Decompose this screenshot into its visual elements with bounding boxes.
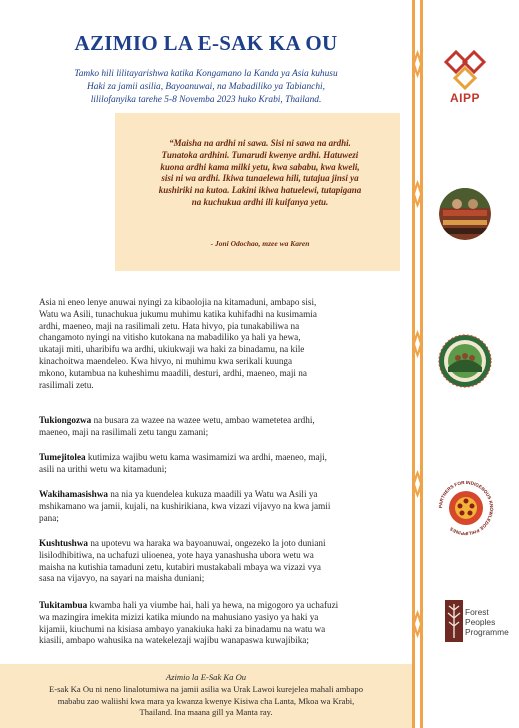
intro-line: ardhi, maeneo, maji na rasilimali zetu. Hata hivyo, pia tunakabiliwa na bbox=[39, 320, 300, 331]
intro-line: mkono, kutambua na kuheshimu maadili, desturi, ardhi, maeneo, maji na bbox=[39, 367, 307, 378]
paragraph-lead: Tumejitolea bbox=[39, 452, 86, 462]
community-circle-logo-icon bbox=[438, 334, 492, 388]
paragraph-line bbox=[39, 415, 391, 427]
fpp-tree-logo-icon bbox=[445, 600, 463, 642]
fpp-logo-line: Programme bbox=[465, 626, 509, 637]
preamble-paragraph bbox=[39, 415, 391, 439]
preamble-paragraph bbox=[39, 600, 391, 647]
community-photo bbox=[439, 188, 491, 240]
paragraph-line bbox=[39, 600, 391, 612]
paragraph-lead: Kushtushwa bbox=[39, 538, 89, 548]
paragraph-line: kiasili, ambapo wahusika na watekelezaji wajibu wanapaswa kuwajibika; bbox=[39, 635, 309, 646]
footer-line: mababu zao waliishi kwa mara ya kwanza kwenye Kisiwa cha Lanta, Mkoa wa Krabi, bbox=[57, 695, 355, 706]
paragraph-line bbox=[39, 489, 391, 501]
fpp-logo-text bbox=[465, 608, 515, 637]
intro-paragraph bbox=[39, 297, 391, 391]
band-ornament-icon bbox=[412, 330, 423, 358]
intro-line: Asia ni eneo lenye anuwai nyingi za kibaolojia na kitamaduni, ambapo sisi, bbox=[39, 297, 317, 307]
page-title: AZIMIO LA E-SAK KA OU bbox=[74, 31, 338, 55]
paragraph-text: na nia ya kuendelea kukuza maadili ya Watu wa Asili ya bbox=[107, 489, 318, 499]
aipp-logo-text: AIPP bbox=[449, 91, 480, 105]
quote-line: sisi ni wa ardhi. Ikiwa tunaelewa hili, tutajua jinsi ya bbox=[161, 173, 359, 184]
paragraph-lead: Wakihamasishwa bbox=[39, 489, 108, 499]
subtitle-line: Tamko hili lilitayarishwa katika Kongamano la Kanda ya Asia kuhusu bbox=[74, 69, 338, 79]
paragraph-text: kwamba hali ya viumbe hai, hali ya hewa, na migogoro ya uchafuzi bbox=[87, 600, 339, 610]
paragraph-line: asili na urithi wetu wa kitamaduni; bbox=[39, 463, 167, 474]
paragraph-line: mshikamano wa jamii, kujali, na kushirikiana, kwa vizazi vijavyo na kwa jamii bbox=[39, 500, 331, 511]
intro-line: Watu wa Asili, tunachukua jukumu muhimu katika kuhifadhi na kusimamia bbox=[39, 308, 317, 319]
subtitle bbox=[40, 68, 372, 107]
fpp-logo-line: Forest bbox=[465, 607, 489, 617]
band-ornament-icon bbox=[412, 50, 423, 78]
subtitle-line: Haki za jamii asilia, Bayoanuwai, na Mabadiliko ya Tabianchi, bbox=[87, 82, 325, 92]
paragraph-line: maeneo, maji na rasilimali zetu tangu zamani; bbox=[39, 426, 209, 437]
paragraph-text: kutimiza wajibu wetu kama wasimamizi wa ardhi, maeneo, maji, bbox=[85, 452, 327, 462]
pkbp-ring-text: PARTNERS FOR INDIGENOUS KNOWLEDGE PHILIPPINES bbox=[437, 479, 495, 537]
intro-line: kinachoitwa maendeleo. Kwa hivyo, ni muhimu kwa serikali kuunga bbox=[39, 355, 293, 366]
paragraph-line: kijamii, kiuchumi na kisiasa ambayo yanakiuka haki za binadamu na watu wa bbox=[39, 623, 326, 634]
paragraph-lead: Tukiongozwa bbox=[39, 415, 92, 425]
intro-line: ukataji miti, uharibifu wa ardhi, ukiukwaji wa haki za binadamu, na kile bbox=[39, 344, 305, 355]
intro-line: rasilimali zetu. bbox=[39, 379, 94, 390]
subtitle-line: lililofanyika tarehe 5-8 Novemba 2023 huko Krabi, Thailand. bbox=[90, 95, 322, 105]
quote-line: Tunatoka ardhini. Tunarudi kwenye ardhi. Hatuwezi bbox=[161, 149, 359, 160]
quote-line: na kuchukua ardhi ili kuifanya yetu. bbox=[191, 196, 329, 207]
footer-line: E-sak Ka Ou ni neno linalotumiwa na jamii asilia wa Urak Lawoi kurejelea mahali ambapo bbox=[48, 684, 364, 694]
quote-line: kuona ardhi kama milki yetu, kwa sababu, kwa kweli, bbox=[160, 161, 360, 172]
paragraph-line: wa mazingira imekita mizizi katika miundo na mahusiano yasiyo ya haki ya bbox=[39, 611, 319, 622]
quote-text bbox=[149, 138, 371, 209]
band-ornament-icon bbox=[412, 180, 423, 208]
paragraph-text: na busara za wazee na wazee wetu, ambao wametetea ardhi, bbox=[91, 415, 315, 425]
footer-line: Thailand. Ina maana gill ya Manta ray. bbox=[139, 707, 273, 718]
paragraph-line: maisha na kutishia tamaduni zetu, kutabiri mustakabali mbaya wa vizazi vya bbox=[39, 561, 321, 572]
paragraph-text: na upotevu wa haraka wa bayoanuwai, ongezeko la joto duniani bbox=[88, 538, 326, 548]
footer-text bbox=[14, 684, 398, 719]
preamble-paragraph bbox=[39, 452, 391, 476]
paragraph-lead: Tukitambua bbox=[39, 600, 88, 610]
fpp-logo-line: Peoples bbox=[465, 616, 496, 627]
paragraph-line: lisilodhibitiwa, na uchafuzi ulioenea, yote haya yanashusha ubora wetu wa bbox=[39, 549, 314, 560]
quote-line: “Maisha na ardhi ni sawa. Sisi ni sawa na ardhi. bbox=[169, 138, 351, 148]
preamble-paragraph bbox=[39, 489, 391, 524]
intro-line: changamoto nyingi na vitisho kutokana na mabadiliko ya hali ya hewa, bbox=[39, 332, 301, 343]
paragraph-line: pana; bbox=[39, 512, 59, 523]
band-ornament-icon bbox=[412, 610, 423, 638]
footer-title: Azimio la E-Sak Ka Ou bbox=[165, 672, 247, 682]
preamble-paragraph bbox=[39, 538, 391, 585]
paragraph-line bbox=[39, 538, 391, 550]
paragraph-line bbox=[39, 452, 391, 464]
pkbp-logo-icon bbox=[436, 478, 496, 538]
quote-line: kushiriki na kutoa. Lakini ikiwa hatuelewi, tutapigana bbox=[158, 185, 362, 196]
quote-author: - Joni Odochao, mzee wa Karen bbox=[210, 239, 310, 248]
paragraph-line: sasa na vijavyo, na sayari na maisha duniani; bbox=[39, 573, 205, 584]
band-ornament-icon bbox=[412, 470, 423, 498]
